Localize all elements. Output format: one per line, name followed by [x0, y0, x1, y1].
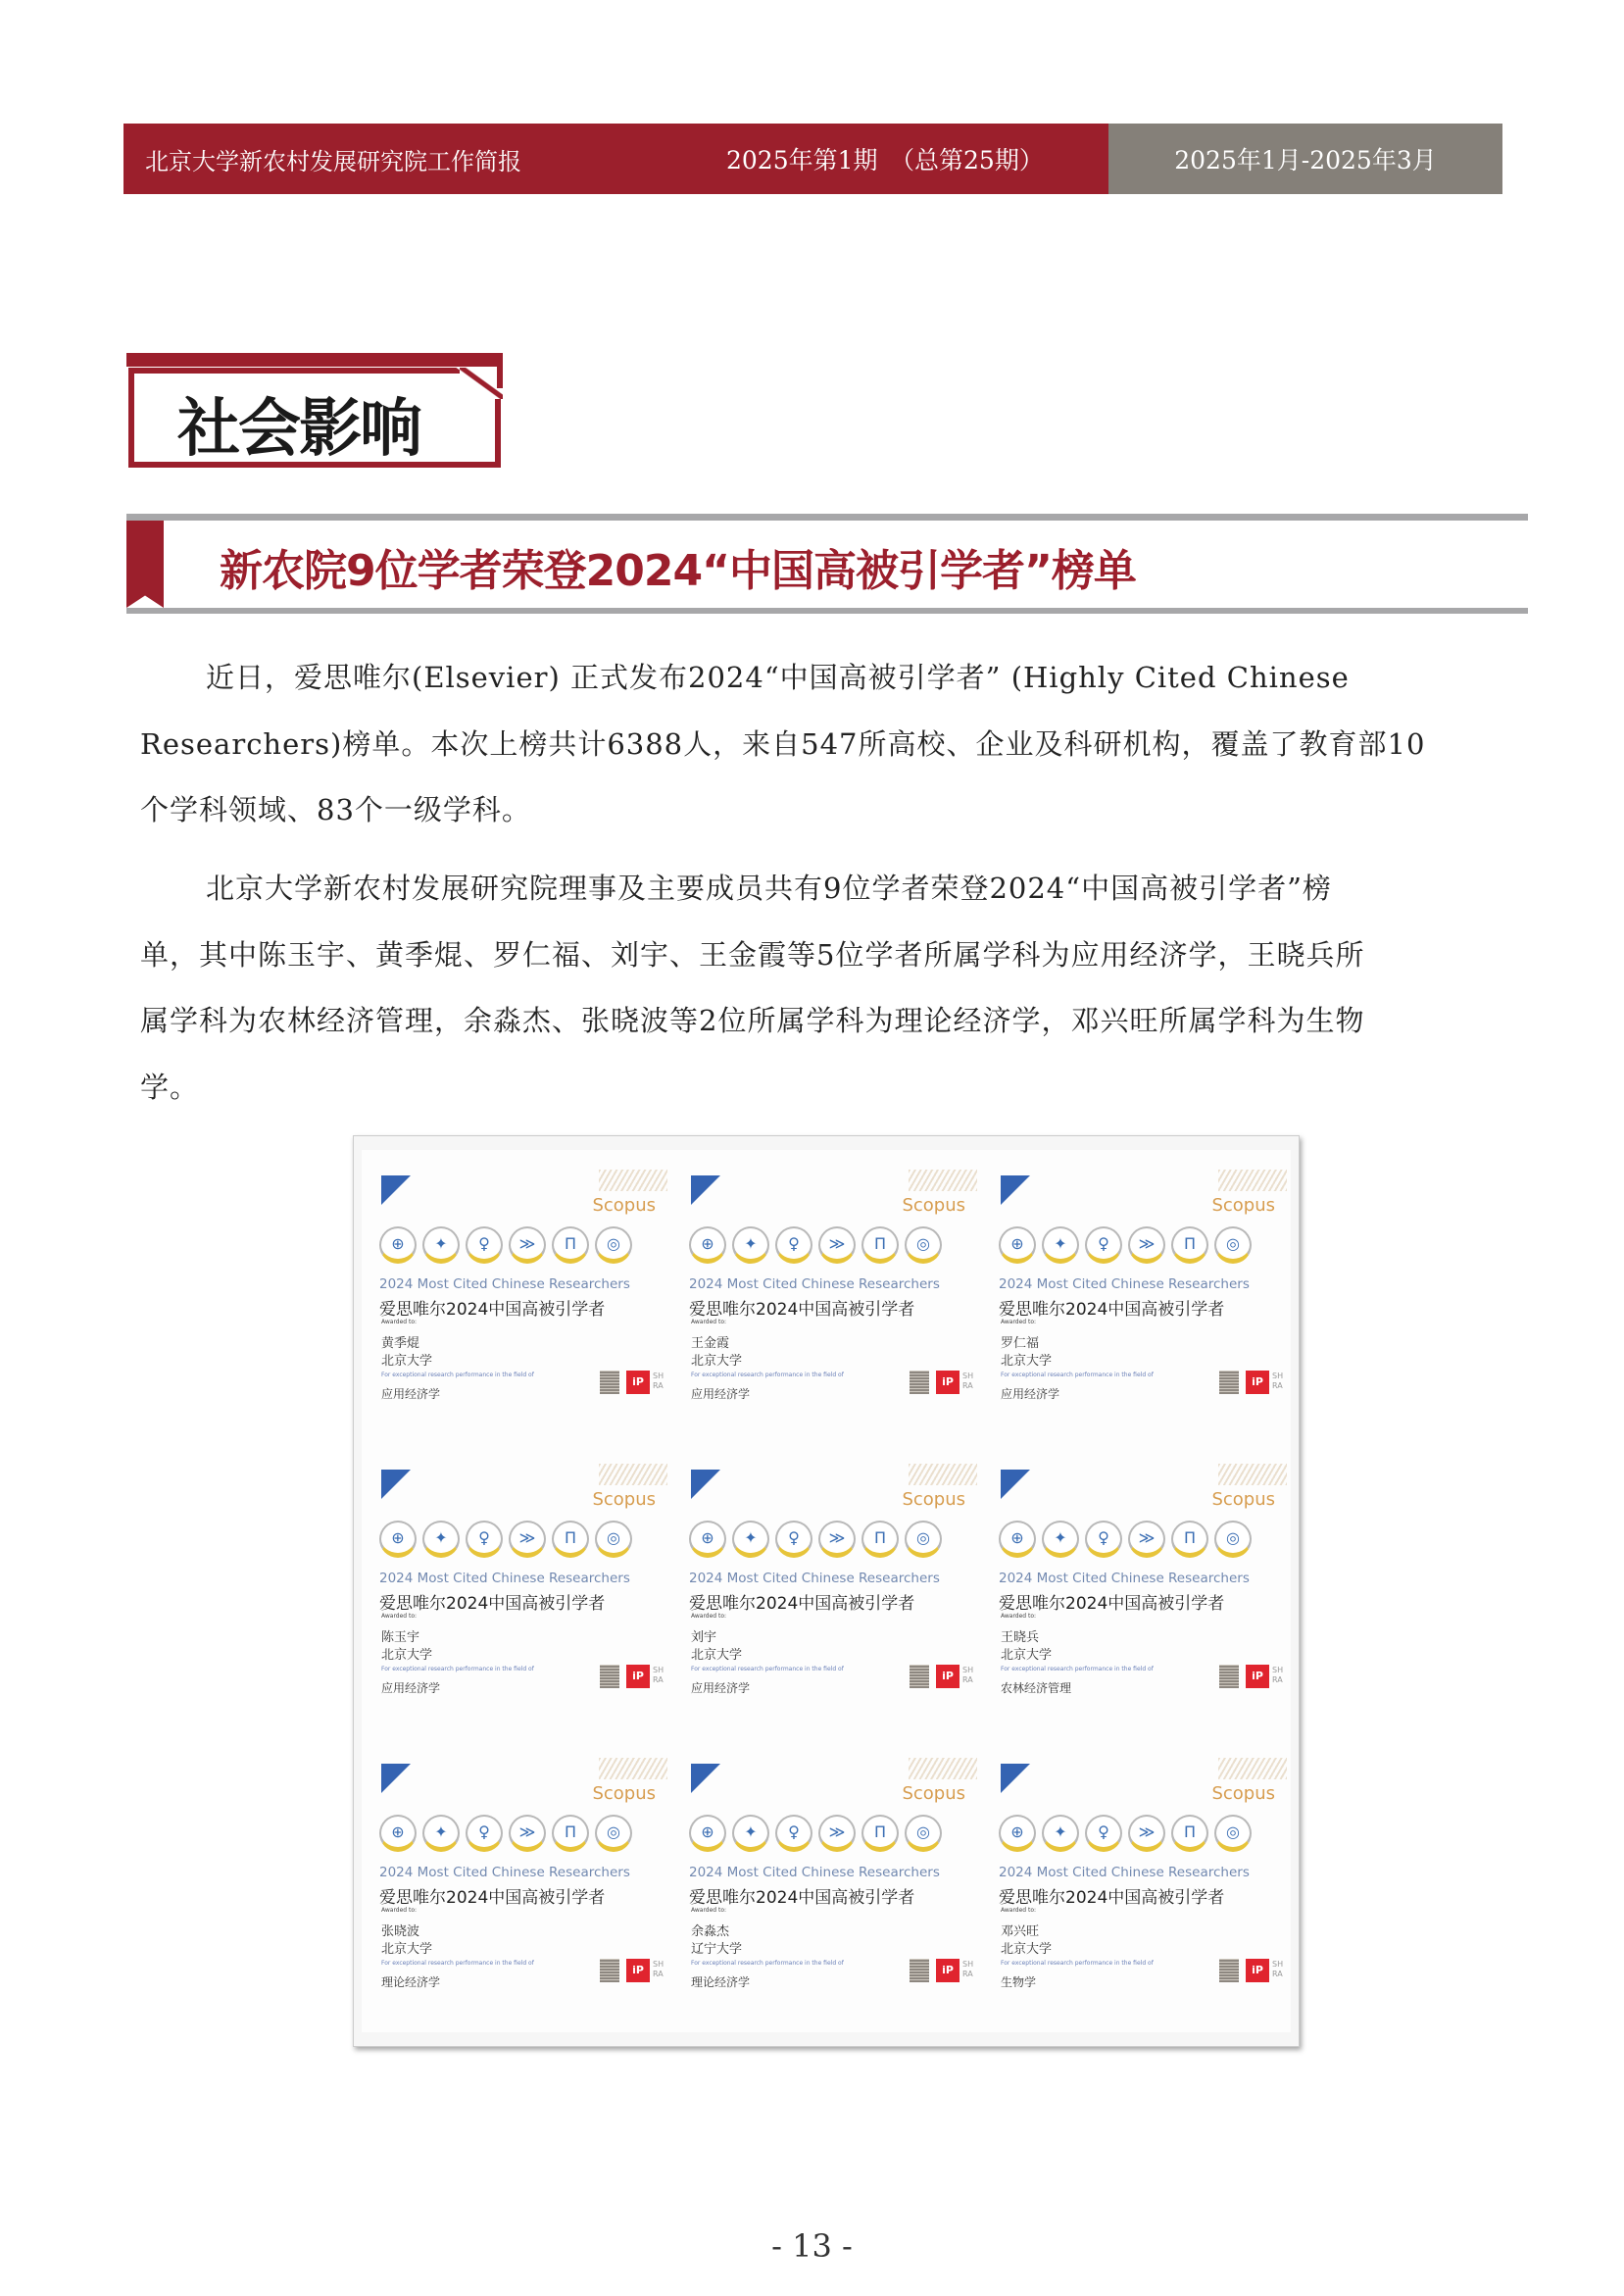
researcher-university: 北京大学: [381, 1354, 433, 1369]
badge-row: [999, 1815, 1252, 1852]
certificate-card: [671, 1444, 981, 1738]
target-icon: ◎: [905, 1521, 942, 1558]
research-field: 理论经济学: [691, 1975, 751, 1989]
arrow-icon: ≫: [1128, 1521, 1165, 1558]
certificate-card: [362, 1150, 671, 1444]
bookmark-ribbon-icon: [126, 521, 164, 608]
awarded-to-label: Awarded to:: [691, 1613, 727, 1620]
globe-search-icon: ⊕: [999, 1521, 1036, 1558]
shanghai-ranking-logo-icon: iP: [1246, 1371, 1269, 1394]
decorative-stripes: [909, 1464, 977, 1485]
shanghai-ranking-logo-icon: iP: [626, 1371, 650, 1394]
shanghai-ranking-logo-icon: iP: [936, 1665, 960, 1688]
shanghai-ranking-text-icon: SH RA: [1272, 1960, 1284, 1978]
page-number: - 13 -: [771, 2227, 853, 2265]
chart-icon: ✦: [732, 1226, 769, 1264]
certificate-title-en: 2024 Most Cited Chinese Researchers: [379, 1865, 630, 1880]
section-heading: [126, 353, 503, 468]
globe-search-icon: ⊕: [999, 1226, 1036, 1264]
certificate-card: [981, 1150, 1291, 1444]
research-field: 农林经济管理: [1001, 1681, 1072, 1695]
certificate-title-en: 2024 Most Cited Chinese Researchers: [999, 1571, 1250, 1586]
institution-icon: Π: [861, 1226, 899, 1264]
awarded-to-label: Awarded to:: [691, 1907, 727, 1914]
certificate-card: [362, 1444, 671, 1738]
research-field: 应用经济学: [381, 1681, 441, 1695]
elsevier-tree-logo-icon: [1219, 1665, 1239, 1688]
paragraph-line: 属学科为农林经济管理，余淼杰、张晓波等2位所属学科为理论经济学，邓兴旺所属学科为生物: [140, 1004, 1365, 1037]
certificate-title-cn: 爱思唯尔2024中国高被引学者: [999, 1888, 1225, 1908]
scopus-logo: Scopus: [592, 1783, 656, 1804]
shanghai-ranking-text-icon: SH RA: [1272, 1666, 1284, 1684]
researcher-university: 北京大学: [381, 1648, 433, 1663]
shanghai-ranking-logo-icon: iP: [1246, 1959, 1269, 1982]
researcher-university: 北京大学: [691, 1354, 743, 1369]
elsevier-tree-logo-icon: [600, 1371, 619, 1394]
globe-search-icon: ⊕: [379, 1226, 417, 1264]
elsevier-corner-icon: [691, 1764, 720, 1793]
header-red-band: [123, 124, 1108, 194]
decorative-stripes: [1218, 1170, 1287, 1191]
badge-row: [999, 1226, 1252, 1264]
certificate-title-en: 2024 Most Cited Chinese Researchers: [689, 1571, 940, 1586]
researcher-university: 北京大学: [1001, 1354, 1053, 1369]
awarded-to-label: Awarded to:: [1001, 1613, 1037, 1620]
arrow-icon: ≫: [509, 1226, 546, 1264]
scopus-logo: Scopus: [1211, 1489, 1275, 1510]
certificate-card: [671, 1150, 981, 1444]
certificate-card: [671, 1738, 981, 2032]
institution-icon: Π: [1171, 1226, 1208, 1264]
shanghai-ranking-text-icon: SH RA: [962, 1372, 974, 1390]
chart-icon: ✦: [1042, 1521, 1079, 1558]
decorative-stripes: [599, 1464, 667, 1485]
target-icon: ◎: [905, 1815, 942, 1852]
field-label: For exceptional research performance in the field of: [381, 1666, 534, 1672]
lightbulb-icon: ♀: [775, 1521, 812, 1558]
divider: [126, 608, 1528, 614]
institution-icon: Π: [861, 1815, 899, 1852]
researcher-name: 罗仁福: [1001, 1336, 1040, 1351]
institution-icon: Π: [1171, 1815, 1208, 1852]
section-title: 社会影响: [177, 393, 420, 466]
researcher-university: 北京大学: [691, 1648, 743, 1663]
awarded-to-label: Awarded to:: [381, 1907, 418, 1914]
certificate-title-cn: 爱思唯尔2024中国高被引学者: [379, 1594, 606, 1614]
paragraph-line: 个学科领域、83个一级学科。: [140, 793, 531, 826]
globe-search-icon: ⊕: [999, 1815, 1036, 1852]
field-label: For exceptional research performance in the field of: [1001, 1372, 1154, 1378]
badge-row: [379, 1521, 632, 1558]
elsevier-corner-icon: [381, 1764, 411, 1793]
page-header: [123, 124, 1502, 194]
paragraph-line: 北京大学新农村发展研究院理事及主要成员共有9位学者荣登2024“中国高被引学者”榜: [206, 872, 1332, 905]
badge-row: [689, 1521, 942, 1558]
paragraph: [140, 856, 1502, 1121]
scopus-logo: Scopus: [902, 1489, 965, 1510]
field-label: For exceptional research performance in the field of: [1001, 1666, 1154, 1672]
paragraph-line: 单，其中陈玉宇、黄季焜、罗仁福、刘宇、王金霞等5位学者所属学科为应用经济学，王晓兵所: [140, 937, 1365, 972]
section-frame-decoration: [126, 353, 503, 367]
arrow-icon: ≫: [818, 1815, 856, 1852]
certificate-title-en: 2024 Most Cited Chinese Researchers: [379, 1276, 630, 1292]
research-field: 应用经济学: [1001, 1387, 1060, 1401]
certificate-title-cn: 爱思唯尔2024中国高被引学者: [999, 1594, 1225, 1614]
shanghai-ranking-text-icon: SH RA: [653, 1666, 664, 1684]
chart-icon: ✦: [1042, 1815, 1079, 1852]
lightbulb-icon: ♀: [466, 1521, 503, 1558]
decorative-stripes: [1218, 1464, 1287, 1485]
elsevier-corner-icon: [1001, 1764, 1030, 1793]
certificate-card: [362, 1738, 671, 2032]
elsevier-corner-icon: [691, 1470, 720, 1499]
issue-number: 2025年第1期 （总第25期）: [726, 146, 1044, 175]
research-field: 生物学: [1001, 1975, 1037, 1989]
researcher-name: 陈玉宇: [381, 1630, 420, 1645]
elsevier-tree-logo-icon: [600, 1959, 619, 1982]
chart-icon: ✦: [732, 1815, 769, 1852]
researcher-university: 辽宁大学: [691, 1942, 743, 1957]
awarded-to-label: Awarded to:: [1001, 1319, 1037, 1325]
elsevier-tree-logo-icon: [910, 1665, 929, 1688]
research-field: 应用经济学: [691, 1387, 751, 1401]
certificate-card: [981, 1738, 1291, 2032]
paragraph-line: Researchers)榜单。本次上榜共计6388人，来自547所高校、企业及科研机构，覆盖了教育部10: [140, 726, 1426, 761]
badge-row: [379, 1226, 632, 1264]
scopus-logo: Scopus: [902, 1195, 965, 1216]
target-icon: ◎: [595, 1521, 632, 1558]
elsevier-tree-logo-icon: [1219, 1959, 1239, 1982]
lightbulb-icon: ♀: [1085, 1815, 1122, 1852]
researcher-name: 王晓兵: [1001, 1630, 1040, 1645]
researcher-name: 黄季焜: [381, 1336, 420, 1351]
target-icon: ◎: [1214, 1226, 1252, 1264]
awarded-to-label: Awarded to:: [1001, 1907, 1037, 1914]
elsevier-tree-logo-icon: [1219, 1371, 1239, 1394]
shanghai-ranking-logo-icon: iP: [1246, 1665, 1269, 1688]
globe-search-icon: ⊕: [379, 1521, 417, 1558]
target-icon: ◎: [1214, 1521, 1252, 1558]
awarded-to-label: Awarded to:: [381, 1613, 418, 1620]
lightbulb-icon: ♀: [466, 1226, 503, 1264]
globe-search-icon: ⊕: [689, 1815, 726, 1852]
awarded-to-label: Awarded to:: [381, 1319, 418, 1325]
arrow-icon: ≫: [818, 1521, 856, 1558]
researcher-name: 余淼杰: [691, 1924, 730, 1939]
researcher-university: 北京大学: [381, 1942, 433, 1957]
chart-icon: ✦: [422, 1815, 460, 1852]
researcher-name: 王金霞: [691, 1336, 730, 1351]
researcher-name: 邓兴旺: [1001, 1924, 1040, 1939]
shanghai-ranking-text-icon: SH RA: [653, 1960, 664, 1978]
researcher-university: 北京大学: [1001, 1648, 1053, 1663]
target-icon: ◎: [595, 1815, 632, 1852]
research-field: 应用经济学: [381, 1387, 441, 1401]
page-fold-decoration: [460, 368, 503, 399]
institution-icon: Π: [552, 1226, 589, 1264]
shanghai-ranking-text-icon: SH RA: [962, 1666, 974, 1684]
shanghai-ranking-text-icon: SH RA: [1272, 1372, 1284, 1390]
lightbulb-icon: ♀: [775, 1226, 812, 1264]
awarded-to-label: Awarded to:: [691, 1319, 727, 1325]
field-label: For exceptional research performance in the field of: [691, 1666, 844, 1672]
chart-icon: ✦: [732, 1521, 769, 1558]
chart-icon: ✦: [422, 1226, 460, 1264]
field-label: For exceptional research performance in the field of: [1001, 1960, 1154, 1967]
scopus-logo: Scopus: [592, 1489, 656, 1510]
arrow-icon: ≫: [1128, 1815, 1165, 1852]
publication-name: 北京大学新农村发展研究院工作简报: [145, 147, 521, 175]
researcher-name: 张晓波: [381, 1924, 420, 1939]
paragraph-line: 学。: [140, 1070, 200, 1104]
decorative-stripes: [909, 1758, 977, 1779]
elsevier-corner-icon: [381, 1470, 411, 1499]
certificates-image: [353, 1135, 1300, 2047]
chart-icon: ✦: [1042, 1226, 1079, 1264]
certificate-title-cn: 爱思唯尔2024中国高被引学者: [689, 1888, 915, 1908]
institution-icon: Π: [1171, 1521, 1208, 1558]
divider: [126, 514, 1528, 521]
decorative-stripes: [599, 1170, 667, 1191]
target-icon: ◎: [1214, 1815, 1252, 1852]
researcher-name: 刘宇: [691, 1630, 717, 1645]
arrow-icon: ≫: [509, 1521, 546, 1558]
institution-icon: Π: [552, 1815, 589, 1852]
arrow-icon: ≫: [1128, 1226, 1165, 1264]
shanghai-ranking-logo-icon: iP: [936, 1959, 960, 1982]
globe-search-icon: ⊕: [689, 1521, 726, 1558]
field-label: For exceptional research performance in the field of: [381, 1372, 534, 1378]
scopus-logo: Scopus: [592, 1195, 656, 1216]
lightbulb-icon: ♀: [1085, 1226, 1122, 1264]
certificate-title-cn: 爱思唯尔2024中国高被引学者: [379, 1300, 606, 1320]
certificate-title-cn: 爱思唯尔2024中国高被引学者: [379, 1888, 606, 1908]
chart-icon: ✦: [422, 1521, 460, 1558]
scopus-logo: Scopus: [1211, 1783, 1275, 1804]
article-title-bar: [126, 514, 1528, 614]
target-icon: ◎: [905, 1226, 942, 1264]
shanghai-ranking-logo-icon: iP: [936, 1371, 960, 1394]
elsevier-corner-icon: [1001, 1470, 1030, 1499]
scopus-logo: Scopus: [902, 1783, 965, 1804]
institution-icon: Π: [552, 1521, 589, 1558]
shanghai-ranking-logo-icon: iP: [626, 1665, 650, 1688]
header-period: 2025年1月-2025年3月: [1108, 124, 1502, 194]
badge-row: [689, 1226, 942, 1264]
decorative-stripes: [909, 1170, 977, 1191]
field-label: For exceptional research performance in the field of: [691, 1372, 844, 1378]
certificate-title-en: 2024 Most Cited Chinese Researchers: [999, 1276, 1250, 1292]
lightbulb-icon: ♀: [775, 1815, 812, 1852]
shanghai-ranking-text-icon: SH RA: [653, 1372, 664, 1390]
lightbulb-icon: ♀: [466, 1815, 503, 1852]
article-title: 新农院9位学者荣登2024“中国高被引学者”榜单: [220, 546, 1136, 596]
badge-row: [379, 1815, 632, 1852]
certificate-title-cn: 爱思唯尔2024中国高被引学者: [689, 1300, 915, 1320]
field-label: For exceptional research performance in the field of: [691, 1960, 844, 1967]
elsevier-tree-logo-icon: [910, 1959, 929, 1982]
globe-search-icon: ⊕: [379, 1815, 417, 1852]
shanghai-ranking-logo-icon: iP: [626, 1959, 650, 1982]
scopus-logo: Scopus: [1211, 1195, 1275, 1216]
research-field: 理论经济学: [381, 1975, 441, 1989]
target-icon: ◎: [595, 1226, 632, 1264]
badge-row: [689, 1815, 942, 1852]
elsevier-corner-icon: [1001, 1175, 1030, 1205]
elsevier-corner-icon: [691, 1175, 720, 1205]
certificate-title-en: 2024 Most Cited Chinese Researchers: [379, 1571, 630, 1586]
globe-search-icon: ⊕: [689, 1226, 726, 1264]
elsevier-corner-icon: [381, 1175, 411, 1205]
paragraph-line: 近日，爱思唯尔(Elsevier) 正式发布2024“中国高被引学者” (Highly Cited Chinese: [206, 661, 1350, 694]
certificate-title-cn: 爱思唯尔2024中国高被引学者: [999, 1300, 1225, 1320]
certificate-title-en: 2024 Most Cited Chinese Researchers: [999, 1865, 1250, 1880]
decorative-stripes: [599, 1758, 667, 1779]
paragraph: [140, 645, 1502, 844]
certificate-card: [981, 1444, 1291, 1738]
research-field: 应用经济学: [691, 1681, 751, 1695]
elsevier-tree-logo-icon: [600, 1665, 619, 1688]
field-label: For exceptional research performance in the field of: [381, 1960, 534, 1967]
badge-row: [999, 1521, 1252, 1558]
lightbulb-icon: ♀: [1085, 1521, 1122, 1558]
researcher-university: 北京大学: [1001, 1942, 1053, 1957]
elsevier-tree-logo-icon: [910, 1371, 929, 1394]
certificate-title-en: 2024 Most Cited Chinese Researchers: [689, 1865, 940, 1880]
institution-icon: Π: [861, 1521, 899, 1558]
arrow-icon: ≫: [818, 1226, 856, 1264]
decorative-stripes: [1218, 1758, 1287, 1779]
certificate-title-cn: 爱思唯尔2024中国高被引学者: [689, 1594, 915, 1614]
certificate-title-en: 2024 Most Cited Chinese Researchers: [689, 1276, 940, 1292]
shanghai-ranking-text-icon: SH RA: [962, 1960, 974, 1978]
arrow-icon: ≫: [509, 1815, 546, 1852]
